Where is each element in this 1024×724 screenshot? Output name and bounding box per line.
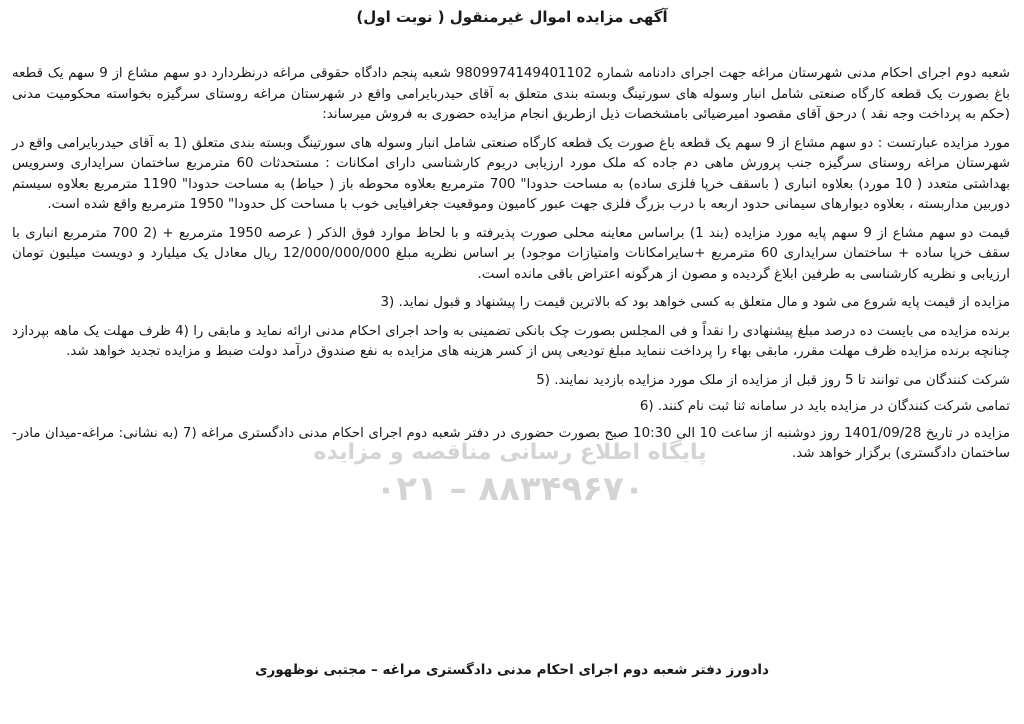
notice-body [12, 64, 1010, 473]
clause-6-paragraph: تمامی شرکت کنندگان در مزایده باید در سامانه ثنا ثبت نام کنند. (6 [639, 399, 1010, 414]
intro-paragraph: شعبه دوم اجرای احکام مدنی شهرستان مراغه جهت اجرای دادنامه شماره 9809974149401102 شعبه پنجم دادگاه حقوقی مراغه درنظردارد دو سهم مشاع از 9 سهم یک قطعه باغ بصورت یک قطعه کارگاه صنعتی شامل انبار وسوله های سورتینگ وبسته بندی متعلق به آقای حیدربایرامی واقع در شهرستان مراغه روستای سرگیزه بخواسته محکومیت مدنی (حکم به پرداخت وجه نقد ) درحق آقای مقصود امیرضیائی بامشخصات ذیل ازطریق انجام مزایده حضوری به فروش میرساند: [12, 66, 1010, 122]
watermark-phone-text: ۰۲۱ – ۸۸۳۴۹۶۷۰ [375, 469, 645, 509]
signature-line: دادورز دفتر شعبه دوم اجرای احکام مدنی دادگستری مراغه – مجتبی نوظهوری [255, 662, 769, 678]
notice-title: آگهی مزایده اموال غیرمنقول ( نوبت اول) [356, 8, 668, 26]
watermark-site-text: پایگاه اطلاع رسانی مناقصه و مزایده [313, 440, 707, 465]
clause-4-paragraph: برنده مزایده می بایست ده درصد مبلغ پیشنهادی را نقداً و فی المجلس بصورت چک بانکی تضمینی به واحد اجرای احکام مدنی ارائه نماید و مابقی را (4 ظرف مهلت یک ماهه بپردازد چنانچه برنده مزایده ظرف مهلت مقرر، مابقی بهاء را پرداخت ننماید مبلغ تودیعی پس از کسر هزینه های مزایده به نفع صندوق درآمد دولت ضبط و مزایده تجدید خواهد شد. [12, 323, 1010, 359]
clause-7-paragraph: مزایده در تاریخ 1401/09/28 روز دوشنبه از ساعت 10 الی 10:30 صبح بصورت حضوری در دفتر شعبه دوم اجرای احکام مدنی دادگستری مراغه (7 (به نشانی: مراغه-میدان مادر-ساختمان دادگستری) برگزار خواهد شد. [12, 425, 1010, 461]
clause-2-paragraph: قیمت دو سهم مشاع از 9 سهم پایه مورد مزایده (بند 1) براساس معاینه محلی صورت پذیرفته و با لحاظ موارد فوق الذکر ( عرصه 1950 مترمربع + (2 700 مترمربع انباری با سقف خرپا ساده + ساختمان سرایداری 60 مترمربع +سایرامکانات وامتیازات موجود) بر اساس نظریه مبلغ 12/000/000/000 ریال معادل یک میلیارد و دویست میلیون تومان ارزیابی و نظریه کارشناسی به طرفین ابلاغ گردیده و مصون از هرگونه اعتراض باقی مانده است. [12, 225, 1011, 282]
clause-5-paragraph: شرکت کنندگان می توانند تا 5 روز قبل از مزایده از ملک مورد مزایده بازدید نمایند. (5 [536, 372, 1010, 388]
clause-1-paragraph: مورد مزایده عبارتست : دو سهم مشاع از 9 سهم یک قطعه باغ صورت یک قطعه کارگاه صنعتی شامل انبار وسوله های سورتینگ وبسته بندی متعلق (1 به آقای حیدربایرامی واقع در شهرستان مراغه روستای سرگیزه جنب پرورش ماهی دم جاده که ملک مورد ارزیابی دریوم کارشناسی دارای امکانات : مستحدثات 60 مترمربع ساختمان سرایداری وسرویس بهداشتی متعدد ( 10 مورد) بعلاوه انباری ( باسقف خرپا فلزی ساده) به مساحت حدودا" 700 مترمربع بعلاوه محوطه باز ( حیاط) به مساحت حدودا" 1190 مترمربع بعلاوه سیستم دوربین مداربسته ، بعلاوه دیوارهای سیمانی حدود اربعه با درب بزرگ فلزی جهت عبور کامیون وموقعیت جغرافیایی خوب با مساحت کل حدودا" 1950 مترمربع واقع شده است. [12, 135, 1011, 212]
clause-3-paragraph: مزایده از قیمت پایه شروع می شود و مال متعلق به کسی خواهد بود که بالاترین قیمت را پیشنهاد و قبول نماید. (3 [380, 295, 1010, 310]
